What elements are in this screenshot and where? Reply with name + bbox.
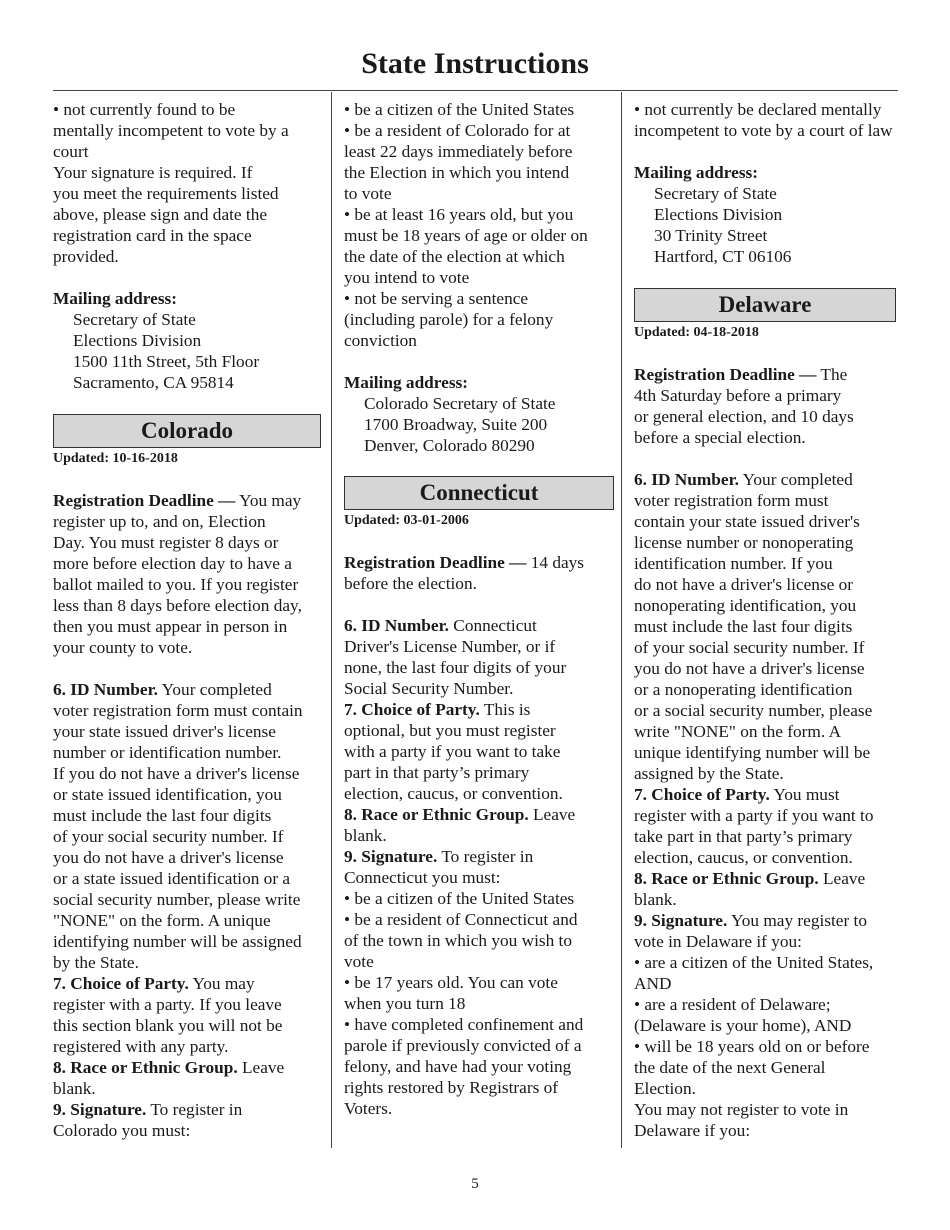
text-line: • not currently be declared mentally <box>634 100 882 119</box>
text-line: social security number, please write <box>53 890 301 909</box>
text-line: register up to, and on, Election <box>53 512 266 531</box>
text-line: must include the last four digits <box>53 806 272 825</box>
text-line: above, please sign and date the <box>53 205 268 224</box>
text-line: incompetent to vote by a court of law <box>634 121 893 140</box>
text-line: This is <box>479 700 531 719</box>
text-line: Day. You must register 8 days or <box>53 533 279 552</box>
text-line: You must <box>769 785 840 804</box>
text-line: "NONE" on the form. A unique <box>53 911 271 930</box>
deadline-label: Registration Deadline — <box>634 365 817 384</box>
text-line: do not have a driver's license or <box>634 575 854 594</box>
choice-of-party-label: 7. Choice of Party. <box>53 974 189 993</box>
text-line: Your completed <box>738 470 853 489</box>
text-line: when you turn 18 <box>344 994 466 1013</box>
choice-of-party-label: 7. Choice of Party. <box>634 785 770 804</box>
text-line: (including parole) for a felony <box>344 310 554 329</box>
text-line: the date of the next General <box>634 1058 826 1077</box>
text-line: • not currently found to be <box>53 100 236 119</box>
connecticut-heading: Connecticut <box>344 476 614 510</box>
id-number-label: 6. ID Number. <box>344 616 449 635</box>
text-line: Voters. <box>344 1099 393 1118</box>
text-line: or a state issued identification or a <box>53 869 291 888</box>
text-line: 4th Saturday before a primary <box>634 386 842 405</box>
text-line: You may not register to vote in <box>634 1100 849 1119</box>
address-line: Elections Division <box>654 205 783 224</box>
text-line: you meet the requirements listed <box>53 184 279 203</box>
text-line: • will be 18 years old on or before <box>634 1037 870 1056</box>
race-label: 8. Race or Ethnic Group. <box>634 869 819 888</box>
text-line: (Delaware is your home), AND <box>634 1016 852 1035</box>
text-line: of your social security number. If <box>634 638 865 657</box>
id-number-label: 6. ID Number. <box>53 680 158 699</box>
text-line: • be a resident of Connecticut and <box>344 910 578 929</box>
text-line: identifying number will be assigned <box>53 932 302 951</box>
text-line: least 22 days immediately before <box>344 142 573 161</box>
text-line: To register in <box>146 1100 243 1119</box>
text-line: the Election in which you intend <box>344 163 570 182</box>
delaware-heading: Delaware <box>634 288 896 322</box>
text-line: more before election day to have a <box>53 554 292 573</box>
text-line: • are a citizen of the United States, <box>634 953 874 972</box>
id-number-label: 6. ID Number. <box>634 470 739 489</box>
text-line: unique identifying number will be <box>634 743 871 762</box>
text-line: • be a resident of Colorado for at <box>344 121 571 140</box>
mailing-address-heading: Mailing address: <box>634 163 759 182</box>
text-line: • be a citizen of the United States <box>344 100 575 119</box>
text-line: this section blank you will not be <box>53 1016 283 1035</box>
text-line: number or identification number. <box>53 743 282 762</box>
text-line: register with a party. If you leave <box>53 995 282 1014</box>
text-line: You may <box>235 491 302 510</box>
column-divider-1 <box>331 92 332 1148</box>
text-line: You may <box>188 974 255 993</box>
connecticut-updated: Updated: 03-01-2006 <box>344 513 469 528</box>
address-line: Elections Division <box>73 331 202 350</box>
text-line: • be a citizen of the United States <box>344 889 575 908</box>
text-line: vote in Delaware if you: <box>634 932 802 951</box>
address-line: Hartford, CT 06106 <box>654 247 792 266</box>
text-line: with a party if you want to take <box>344 742 561 761</box>
page-number: 5 <box>471 1176 479 1192</box>
text-line: provided. <box>53 247 119 266</box>
text-line: AND <box>634 974 672 993</box>
signature-label: 9. Signature. <box>53 1100 147 1119</box>
text-line: less than 8 days before election day, <box>53 596 302 615</box>
column-1 <box>53 99 321 1141</box>
text-line: You may register to <box>727 911 867 930</box>
page-title: State Instructions <box>361 47 589 80</box>
address-line: Sacramento, CA 95814 <box>73 373 234 392</box>
text-line: If you do not have a driver's license <box>53 764 300 783</box>
address-line: 1500 11th Street, 5th Floor <box>73 352 260 371</box>
text-line: voter registration form must contain <box>53 701 303 720</box>
address-line: Secretary of State <box>73 310 196 329</box>
text-line: rights restored by Registrars of <box>344 1078 559 1097</box>
text-line: Social Security Number. <box>344 679 514 698</box>
text-line: parole if previously convicted of a <box>344 1036 582 1055</box>
text-line: • be 17 years old. You can vote <box>344 973 558 992</box>
text-line: or a social security number, please <box>634 701 873 720</box>
text-line: blank. <box>634 890 677 909</box>
text-line: ballot mailed to you. If you register <box>53 575 299 594</box>
text-line: Your signature is required. If <box>53 163 253 182</box>
text-line: must be 18 years of age or older on <box>344 226 588 245</box>
column-3 <box>634 99 904 1141</box>
text-line: your state issued driver's license <box>53 722 276 741</box>
text-line: Leave <box>237 1058 285 1077</box>
address-line: Secretary of State <box>654 184 777 203</box>
deadline-label: Registration Deadline — <box>344 553 527 572</box>
column-2 <box>344 99 614 1119</box>
race-label: 8. Race or Ethnic Group. <box>344 805 529 824</box>
text-line: Your completed <box>157 680 272 699</box>
text-line: your county to vote. <box>53 638 193 657</box>
signature-label: 9. Signature. <box>344 847 438 866</box>
text-line: you intend to vote <box>344 268 470 287</box>
text-line: 14 days <box>526 553 585 572</box>
text-line: contain your state issued driver's <box>634 512 860 531</box>
text-line: • not be serving a sentence <box>344 289 529 308</box>
text-line: to vote <box>344 184 392 203</box>
text-line: felony, and have had your voting <box>344 1057 572 1076</box>
deadline-label: Registration Deadline — <box>53 491 236 510</box>
text-line: Connecticut <box>448 616 537 635</box>
text-line: • be at least 16 years old, but you <box>344 205 574 224</box>
text-line: Leave <box>818 869 866 888</box>
text-line: To register in <box>437 847 534 866</box>
address-line: Denver, Colorado 80290 <box>364 436 535 455</box>
text-line: • have completed confinement and <box>344 1015 584 1034</box>
text-line: before the election. <box>344 574 477 593</box>
text-line: license number or nonoperating <box>634 533 854 552</box>
address-line: 1700 Broadway, Suite 200 <box>364 415 548 434</box>
text-line: Driver's License Number, or if <box>344 637 556 656</box>
text-line: or state issued identification, you <box>53 785 282 804</box>
text-line: take part in that party’s primary <box>634 827 853 846</box>
text-line: then you must appear in person in <box>53 617 288 636</box>
text-line: Leave <box>528 805 576 824</box>
text-line: nonoperating identification, you <box>634 596 857 615</box>
title-rule <box>53 90 898 91</box>
text-line: voter registration form must <box>634 491 829 510</box>
text-line: vote <box>344 952 374 971</box>
text-line: assigned by the State. <box>634 764 784 783</box>
text-line: or a nonoperating identification <box>634 680 853 699</box>
text-line: registration card in the space <box>53 226 252 245</box>
column-divider-2 <box>621 92 622 1148</box>
text-line: register with a party if you want to <box>634 806 874 825</box>
text-line: mentally incompetent to vote by a <box>53 121 289 140</box>
signature-label: 9. Signature. <box>634 911 728 930</box>
choice-of-party-label: 7. Choice of Party. <box>344 700 480 719</box>
text-line: blank. <box>53 1079 96 1098</box>
text-line: Colorado you must: <box>53 1121 191 1140</box>
text-line: of your social security number. If <box>53 827 284 846</box>
delaware-updated: Updated: 04-18-2018 <box>634 325 759 340</box>
race-label: 8. Race or Ethnic Group. <box>53 1058 238 1077</box>
text-line: Connecticut you must: <box>344 868 501 887</box>
text-line: blank. <box>344 826 387 845</box>
mailing-address-heading: Mailing address: <box>344 373 469 392</box>
text-line: you do not have a driver's license <box>634 659 865 678</box>
text-line: election, caucus, or convention. <box>344 784 563 803</box>
text-line: by the State. <box>53 953 139 972</box>
text-line: identification number. If you <box>634 554 833 573</box>
text-line: write "NONE" on the form. A <box>634 722 842 741</box>
mailing-address-heading: Mailing address: <box>53 289 178 308</box>
text-line: of the town in which you wish to <box>344 931 572 950</box>
text-line: The <box>816 365 848 384</box>
colorado-updated: Updated: 10-16-2018 <box>53 451 178 466</box>
text-line: • are a resident of Delaware; <box>634 995 831 1014</box>
text-line: election, caucus, or convention. <box>634 848 853 867</box>
text-line: court <box>53 142 89 161</box>
text-line: or general election, and 10 days <box>634 407 854 426</box>
text-line: optional, but you must register <box>344 721 556 740</box>
address-line: Colorado Secretary of State <box>364 394 556 413</box>
colorado-heading: Colorado <box>53 414 321 448</box>
text-line: before a special election. <box>634 428 806 447</box>
text-line: the date of the election at which <box>344 247 565 266</box>
address-line: 30 Trinity Street <box>654 226 768 245</box>
text-line: you do not have a driver's license <box>53 848 284 867</box>
text-line: must include the last four digits <box>634 617 853 636</box>
text-line: Delaware if you: <box>634 1121 751 1140</box>
text-line: none, the last four digits of your <box>344 658 567 677</box>
text-line: conviction <box>344 331 417 350</box>
text-line: part in that party’s primary <box>344 763 530 782</box>
text-line: registered with any party. <box>53 1037 229 1056</box>
text-line: Election. <box>634 1079 696 1098</box>
